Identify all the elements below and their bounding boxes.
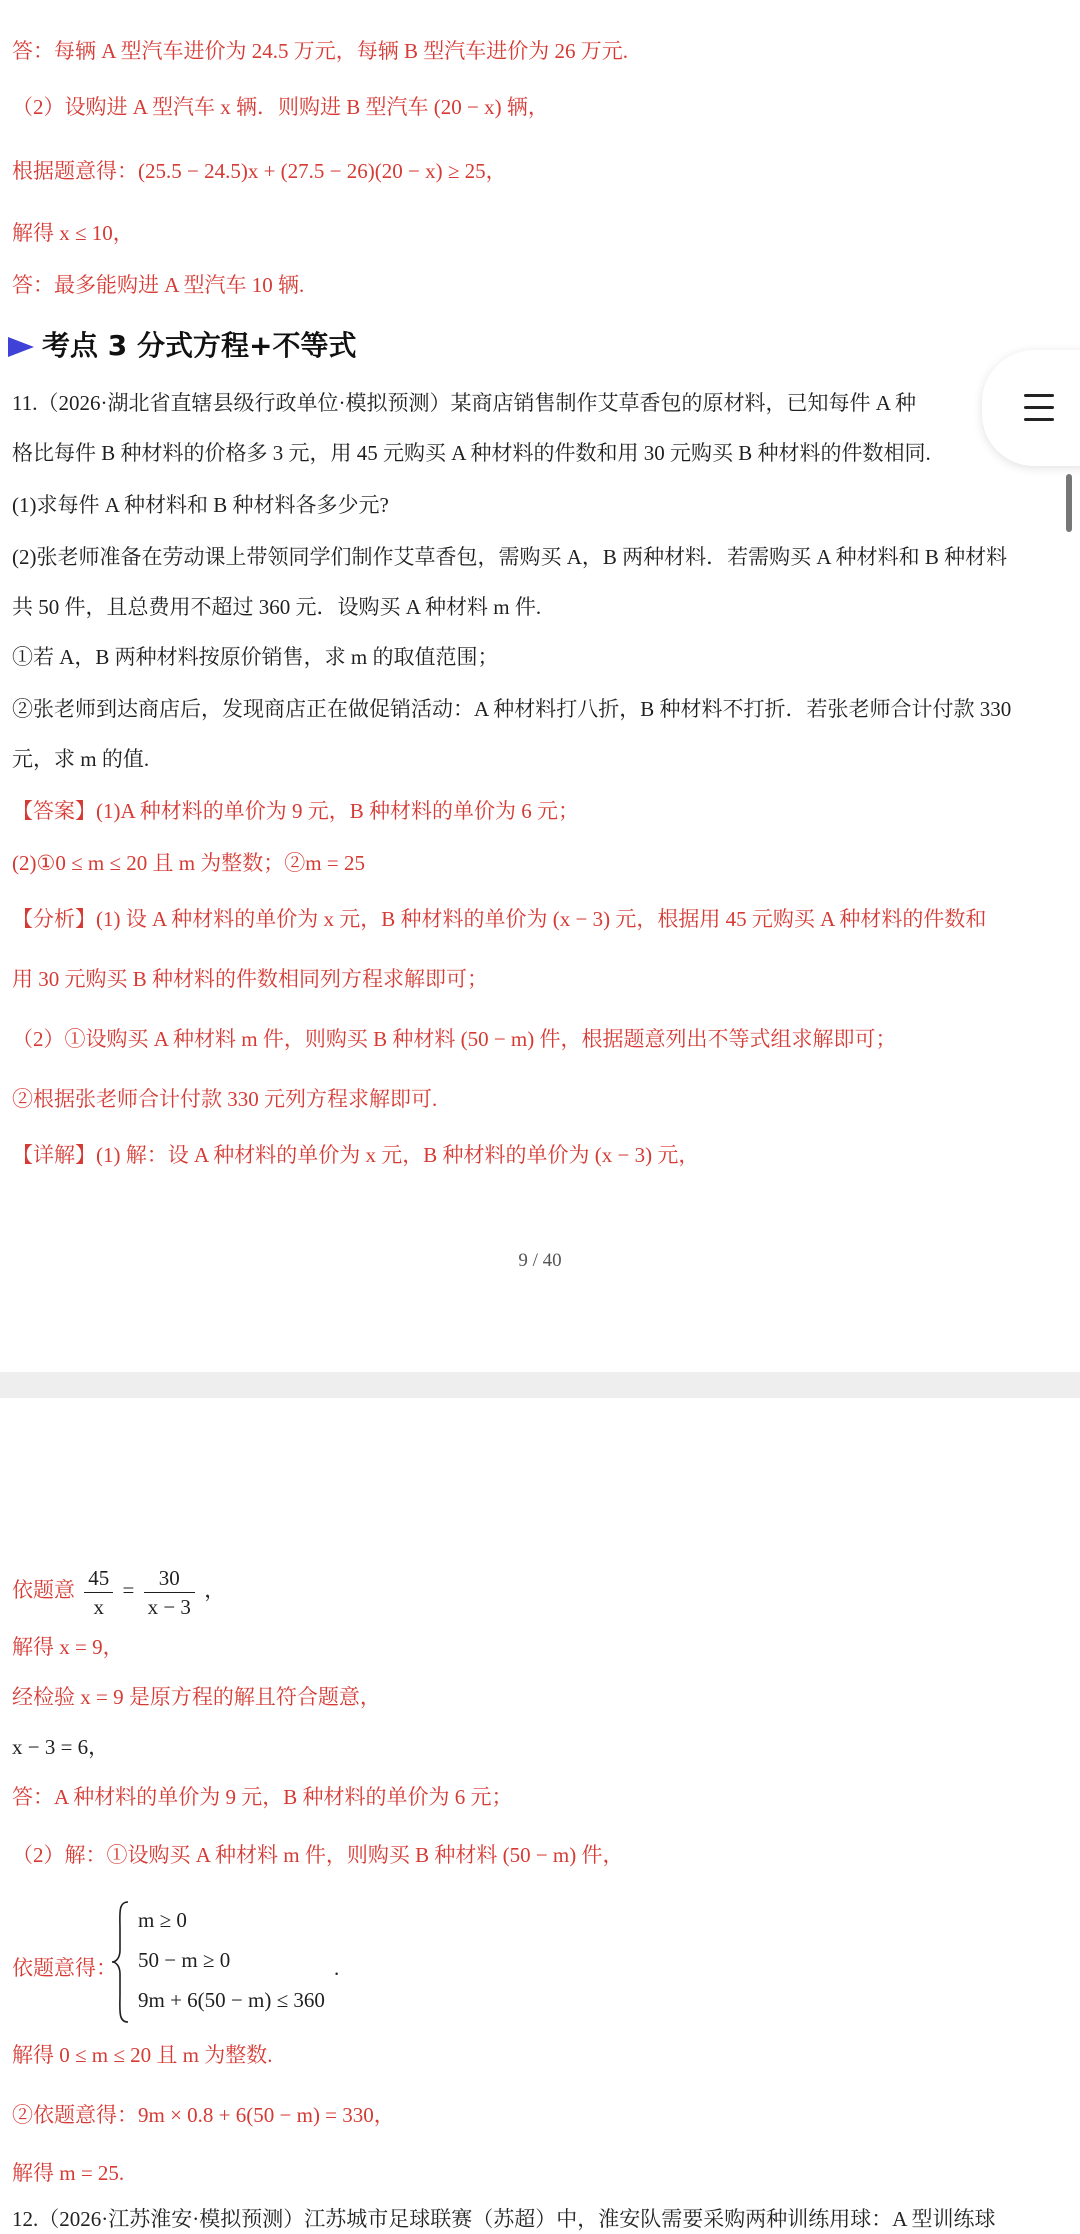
system-rows — [138, 1900, 325, 2020]
verification-line: 经检验 x = 9 是原方程的解且符合题意， — [12, 1685, 381, 1709]
problem-line: 格比每件 B 种材料的价格多 3 元，用 45 元购买 A 种材料的件数和用 30 元购买 B 种材料的件数相同. — [12, 441, 931, 465]
system-end: . — [334, 1956, 340, 1980]
section-title: 考点 3 分式方程+不等式 — [42, 329, 357, 362]
fraction-numerator: 30 — [144, 1564, 195, 1593]
fraction-denominator: x — [93, 1594, 104, 1619]
equation-line: ②依题意得：9m × 0.8 + 6(50 − m) = 330， — [12, 2103, 395, 2127]
analysis-line: ②根据张老师合计付款 330 元列方程求解即可. — [12, 1087, 438, 1111]
range-result-line: 解得 0 ≤ m ≤ 20 且 m 为整数. — [12, 2043, 273, 2067]
problem-line: 元，求 m 的值. — [12, 747, 150, 771]
hamburger-bar — [1024, 418, 1054, 421]
hamburger-menu-icon[interactable] — [1024, 394, 1054, 397]
equation-suffix: ， — [204, 1578, 226, 1602]
answer-line: 答：A 种材料的单价为 9 元，B 种材料的单价为 6 元； — [12, 1785, 513, 1809]
fraction-30-over-x-minus-3 — [144, 1564, 195, 1621]
next-problem-line: 12.（2026·江苏淮安·模拟预测）江苏城市足球联赛（苏超）中，淮安队需要采购两种训练用球：A 型训练球 — [12, 2207, 996, 2231]
fraction-equation: 依题意 $\frac{45}{x}$ = $\frac{30}{x - 3}$ ， — [12, 1565, 226, 1619]
answer-line: (2)①0 ≤ m ≤ 20 且 m 为整数；②m = 25 — [12, 851, 365, 875]
scrollbar-thumb[interactable] — [1066, 474, 1072, 532]
problem-line: 11.（2026·湖北省直辖县级行政单位·模拟预测）某商店销售制作艾草香包的原材料，已知每件 A 种 — [12, 391, 916, 415]
triangle-marker-icon — [8, 337, 34, 357]
fraction-45-over-x — [84, 1564, 113, 1621]
page-number: 9 / 40 — [518, 1250, 562, 1271]
answer-line-a: 答：每辆 A 型汽车进价为 24.5 万元，每辆 B 型汽车进价为 26 万元. — [12, 39, 629, 63]
hamburger-bar — [1024, 406, 1054, 409]
inequality-line: 根据题意得：(25.5 − 24.5)x + (27.5 − 26)(20 − x) ≥ 25， — [12, 159, 507, 183]
part2-setup-line: （2）设购进 A 型汽车 x 辆．则购进 B 型汽车 (20 − x) 辆， — [12, 95, 549, 119]
problem-line: (1)求每件 A 种材料和 B 种材料各多少元? — [12, 493, 389, 517]
answer-label-line: 【答案】(1)A 种材料的单价为 9 元，B 种材料的单价为 6 元； — [12, 799, 579, 823]
computation-line: x − 3 = 6， — [12, 1735, 110, 1759]
problem-line: (2)张老师准备在劳动课上带领同学们制作艾草香包，需购买 A，B 两种材料．若需购买 A 种材料和 B 种材料 — [12, 545, 1008, 569]
equation-prefix: 依题意 — [12, 1578, 75, 1602]
answer-line-b: 答：最多能购进 A 型汽车 10 辆. — [12, 273, 305, 297]
system-row: 50 − m ≥ 0 — [138, 1948, 231, 1972]
floating-menu-button[interactable] — [982, 350, 1080, 466]
final-result-line: 解得 m = 25. — [12, 2161, 125, 2185]
problem-line: ①若 A，B 两种材料按原价销售，求 m 的取值范围； — [12, 645, 499, 669]
solution-line: 解得 x ≤ 10， — [12, 221, 134, 245]
analysis-line: （2）①设购买 A 种材料 m 件，则购买 B 种材料 (50 − m) 件，根据题意列出不等式组求解即可； — [12, 1027, 897, 1051]
analysis-line: 【分析】(1) 设 A 种材料的单价为 x 元，B 种材料的单价为 (x − 3) 元，根据用 45 元购买 A 种材料的件数和 — [12, 907, 987, 931]
solution-line: 解得 x = 9， — [12, 1635, 124, 1659]
section-heading — [8, 326, 356, 366]
fraction-denominator: x − 3 — [147, 1594, 191, 1619]
problem-line: 共 50 件，且总费用不超过 360 元．设购买 A 种材料 m 件. — [12, 595, 542, 619]
system-row: m ≥ 0 — [138, 1908, 187, 1932]
analysis-line: 用 30 元购买 B 种材料的件数相同列方程求解即可； — [12, 967, 489, 991]
part2-solution-line: （2）解：①设购买 A 种材料 m 件，则购买 B 种材料 (50 − m) 件， — [12, 1843, 624, 1867]
problem-line: ②张老师到达商店后，发现商店正在做促销活动：A 种材料打八折，B 种材料不打折．若张老师合计付款 330 — [12, 697, 1012, 721]
left-brace-icon — [110, 1900, 132, 2024]
detail-line: 【详解】(1) 解：设 A 种材料的单价为 x 元，B 种材料的单价为 (x − 3) 元， — [12, 1143, 700, 1167]
fraction-numerator: 45 — [84, 1564, 113, 1593]
system-row: 9m + 6(50 − m) ≤ 360 — [138, 1988, 325, 2012]
system-label: 依题意得： — [12, 1956, 117, 1980]
page-separator — [0, 1372, 1080, 1398]
